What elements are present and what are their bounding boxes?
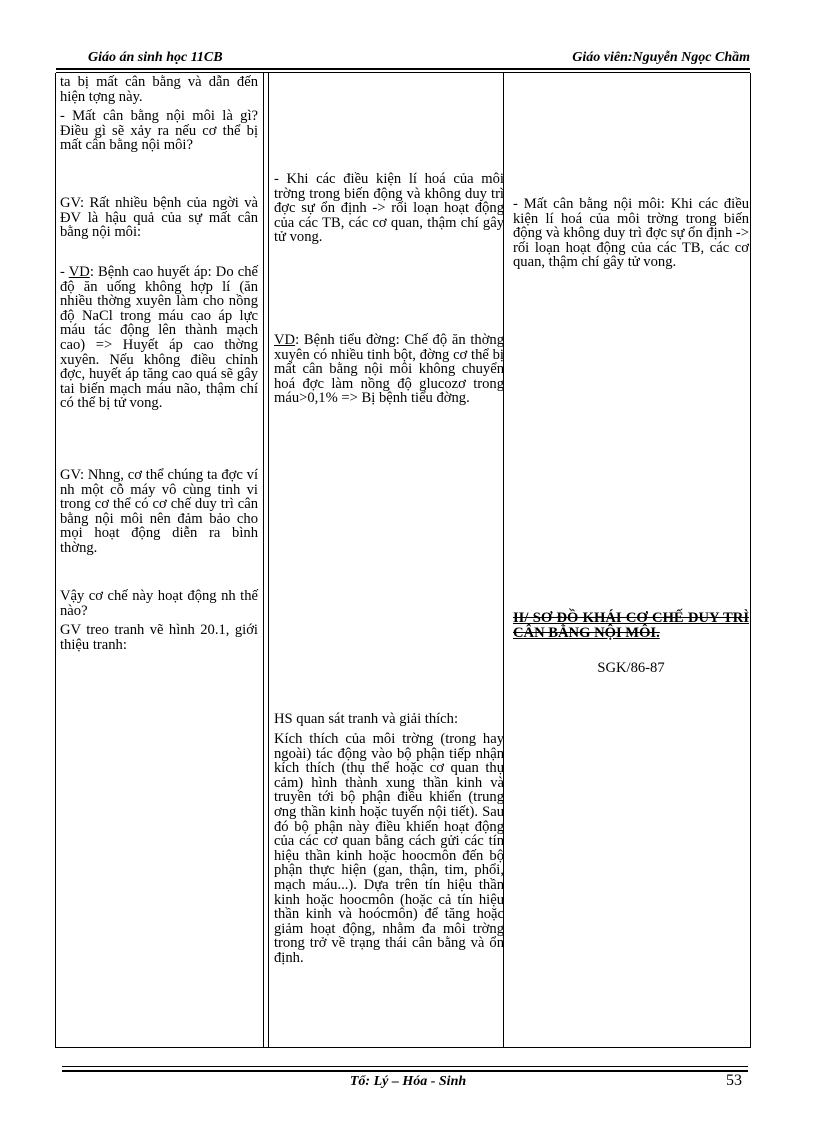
col1-para-7: GV treo tranh vẽ hình 20.1, giới thiệu tranh: — [60, 622, 258, 653]
col1-para-3: GV: Rất nhiều bệnh của ngời và ĐV là hậu quả của sự mất cân bằng nội môi: — [60, 195, 258, 241]
header-lesson-title: Giáo án sinh học 11CB — [88, 50, 223, 65]
col2-para-1: - Khi các điều kiện lí hoá của môi trờng trong biến động và không duy trì đợc sự ổn định -> rối loạn hoạt động của các TB, các cơ quan, thậm chí gây tử vong. — [274, 171, 504, 246]
col3-para-1: - Mất cân bằng nội môi: Khi các điều kiện lí hoá của môi trờng trong biến động và không duy trì đợc sự ổn định -> rối loạn hoạt động của các TB, các cơ quan, thậm chí gây tử vong. — [513, 196, 749, 271]
textbook-reference: SGK/86-87 — [597, 660, 665, 676]
content-column — [507, 73, 752, 1047]
footer-rule-thin — [62, 1066, 748, 1067]
col1-para-5: GV: Nhng, cơ thể chúng ta đợc ví nh một cỗ máy vô cùng tinh vi trong cơ thể có cơ chế duy trì cân bằng nội môi nên đảm bảo cho mọi hoạt động diễn ra bình thờng. — [60, 467, 258, 556]
col1-para-6: Vậy cơ chế này hoạt động nh thế nào? — [60, 588, 258, 619]
teacher-activity-column — [56, 73, 264, 1047]
footer-department: Tổ: Lý – Hóa - Sinh — [349, 1074, 467, 1089]
section-heading: II/ SƠ ĐỒ KHÁI CƠ CHẾ DUY TRÌ CÂN BẰNG NỘI MÔI. — [513, 610, 749, 641]
header-teacher: Giáo viên:Nguyễn Ngọc Chầm — [572, 50, 750, 65]
footer-rule — [62, 1070, 748, 1072]
col1-para-1: ta bị mất cân bằng và dẫn đến hiện tợng này. — [60, 74, 258, 105]
student-activity-column — [264, 73, 503, 1047]
col2-example-label: VD — [274, 332, 296, 348]
col1-example-text: : Bệnh cao huyết áp: Do chế độ ăn uống không hợp lí (ăn nhiều thờng xuyên làm cho nồng độ NaCl trong máu cao áp lực máu tác động lên thành mạch cao) => Huyết áp cao thờng xuyên. Nếu không điều chỉnh đợc, huyết áp tăng cao quá sẽ gây tai biến mạch máu não, thậm chí có thể bị tử vong. — [60, 264, 258, 412]
lesson-table — [55, 73, 751, 1048]
col1-example-label: VD — [68, 264, 90, 280]
col1-para-2: - Mất cân bằng nội môi là gì? Điều gì sẽ xảy ra nếu cơ thể bị mất cân bằng nội môi? — [60, 108, 258, 154]
page-header — [88, 50, 750, 70]
col2-example-text: : Bệnh tiểu đờng: Chế độ ăn thờng xuyên có nhiều tinh bột, đờng cơ thể bị mất cân bằng nội môi không chuyển hoá đợc làm nồng độ glucozơ trong máu>0,1% => Bị bệnh tiểu đờng. — [274, 332, 504, 407]
header-rule — [56, 68, 750, 70]
col2-para-2 — [274, 333, 504, 406]
column-divider-right — [503, 73, 504, 1047]
col2-para-3: HS quan sát tranh và giải thích: — [274, 711, 459, 727]
page-number: 53 — [726, 1072, 742, 1089]
col1-para-4: - VD: Bệnh cao huyết áp: Do chế độ ăn uống không hợp lí (ăn nhiều thờng xuyên làm cho nồng độ NaCl trong máu cao áp lực máu tác động lên thành mạch cao) => Huyết áp cao thờng xuyên. Nếu không điều chỉnh đợc, huyết áp tăng cao quá sẽ gây tai biến mạch máu não, thậm chí có thể bị tử vong. — [60, 264, 258, 412]
col2-para-4: Kích thích của môi trờng (trong hay ngoài) tác động vào bộ phận tiếp nhận kích thích (thụ thể hoặc cơ quan thụ cảm) hình thành xung thần kinh và truyền tới bộ phận điều khiển (trung ơng thần kinh hoặc tuyến nội tiết). Sau đó bộ phận này điều khiển hoạt động của các cơ quan bằng cách gửi các tín hiệu thần kinh hoặc hoocmôn đến bộ phận thực hiện (gan, thận, tim, phổi, mạch máu...). Dựa trên tín hiệu thần kinh hoặc hoocmôn (hoặc cả tín hiệu thần kinh và hoócmôn) để tăng hoặc giảm hoạt động, nhằm đa môi trờng trong trở về trạng thái cân bằng và ổn định. — [274, 731, 504, 966]
